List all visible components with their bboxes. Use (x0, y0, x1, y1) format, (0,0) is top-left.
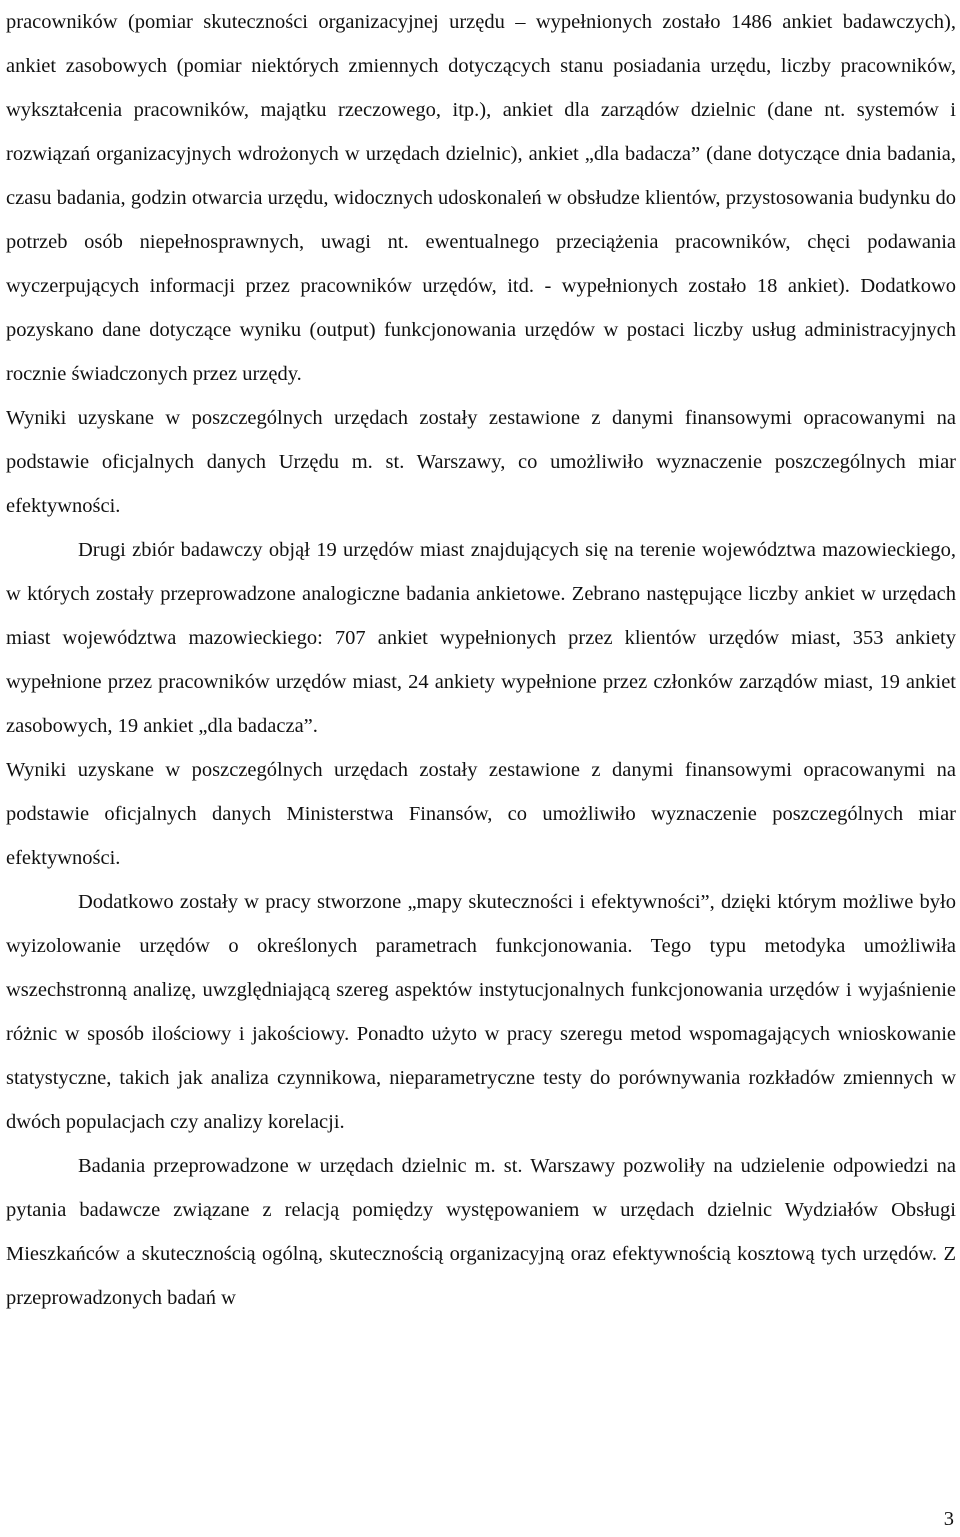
paragraph-methodology: Dodatkowo zostały w pracy stworzone „mapy skuteczności i efektywności”, dzięki którym możliwe było wyizolowanie urzędów o określonych parametrach funkcjonowania. Tego typu metodyka umożliwiła wszechstronną analizę, uwzględniającą szereg aspektów instytucjonalnych funkcjonowania urzędów i wyjaśnienie różnic w sposób ilościowy i jakościowy. Ponadto użyto w pracy szeregu metod wspomagających wnioskowanie statystyczne, takich jak analiza czynnikowa, nieparametryczne testy do porównywania rozkładów zmiennych w dwóch populacjach czy analizy korelacji. (6, 891, 956, 1133)
paragraph-ministry-results: Wyniki uzyskane w poszczególnych urzędach zostały zestawione z danymi finansowymi opracowanymi na podstawie oficjalnych danych Ministerstwa Finansów, co umożliwiło wyznaczenie poszczególnych miar efektywności. (6, 759, 956, 869)
page-number: 3 (943, 1508, 954, 1530)
paragraph-conclusions: Badania przeprowadzone w urzędach dzielnic m. st. Warszawy pozwoliły na udzielenie odpowiedzi na pytania badawcze związane z relacją pomiędzy występowaniem w urzędach dzielnic Wydziałów Obsługi Mieszkańców a skutecznością ogólną, skutecznością organizacyjną oraz efektywnością kosztową tych urzędów. Z przeprowadzonych badań w (6, 1155, 956, 1309)
paragraph-warsaw-results: Wyniki uzyskane w poszczególnych urzędach zostały zestawione z danymi finansowymi opracowanymi na podstawie oficjalnych danych Urzędu m. st. Warszawy, co umożliwiło wyznaczenie poszczególnych miar efektywności. (6, 407, 956, 517)
paragraph-second-sample: Drugi zbiór badawczy objął 19 urzędów miast znajdujących się na terenie województwa mazowieckiego, w których zostały przeprowadzone analogiczne badania ankietowe. Zebrano następujące liczby ankiet w urzędach miast województwa mazowieckiego: 707 ankiet wypełnionych przez klientów urzędów miast, 353 ankiety wypełnione przez pracowników urzędów miast, 24 ankiety wypełnione przez członków zarządów miast, 19 ankiet zasobowych, 19 ankiet „dla badacza”. (6, 539, 956, 737)
document-body (6, 0, 956, 1320)
paragraph-survey-description: pracowników (pomiar skuteczności organizacyjnej urzędu – wypełnionych zostało 1486 ankiet badawczych), ankiet zasobowych (pomiar niektórych zmiennych dotyczących stanu posiadania urzędu, liczby pracowników, wykształcenia pracowników, majątku rzeczowego, itp.), ankiet dla zarządów dzielnic (dane nt. systemów i rozwiązań organizacyjnych wdrożonych w urzędach dzielnic), ankiet „dla badacza” (dane dotyczące dnia badania, czasu badania, godzin otwarcia urzędu, widocznych udoskonaleń w obsłudze klientów, przystosowania budynku do potrzeb osób niepełnosprawnych, uwagi nt. ewentualnego przeciążenia pracowników, chęci podawania wyczerpujących informacji przez pracowników urzędów, itd. - wypełnionych zostało 18 ankiet). Dodatkowo pozyskano dane dotyczące wyniku (output) funkcjonowania urzędów w postaci liczby usług administracyjnych rocznie świadczonych przez urzędy. (6, 11, 956, 385)
